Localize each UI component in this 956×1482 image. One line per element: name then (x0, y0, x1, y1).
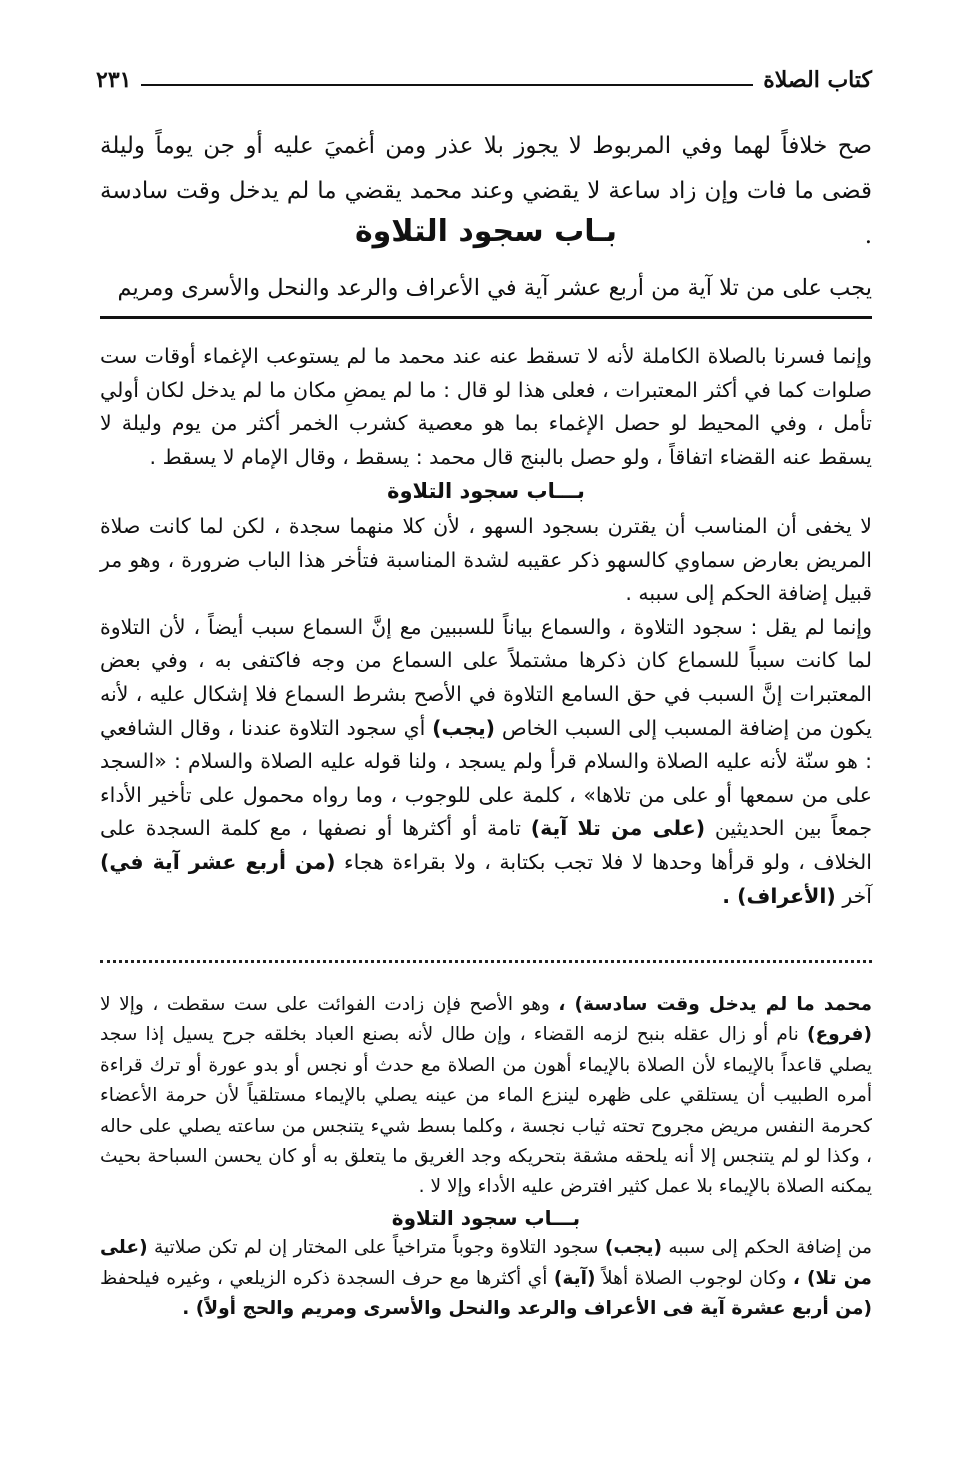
matn-quote: محمد ما لم يدخل وقت سادسة) ، (558, 994, 872, 1015)
sharh-chapter-heading: بـــاب سجود التلاوة (387, 479, 585, 504)
matn-quote: (من أربع عشرة آية فى الأعراف والرعد والنحل والأسرى ومريم والحج أولاً) . (182, 1298, 872, 1320)
hashiya-text: من إضافة الحكم إلى سببه (668, 1237, 872, 1259)
matn-quote: (فروع) (806, 1024, 872, 1046)
matn-quote: (يجب) (432, 715, 496, 740)
header-rule (141, 84, 753, 86)
matn-quote: (على من تلا) ، (100, 1237, 872, 1289)
matn-quote: (على من تلا آية) (530, 816, 706, 841)
sharh-paragraph-3 (100, 611, 872, 913)
sharh-text: وإنما لم يقل : سجود التلاوة ، والسماع بياناً للسببين مع إنَّ السماع سبب أيضاً ، لأن التلاوة لما كانت سبباً للسماع كان ذكرها مشتملاً على السماع من وجه فاكتفى به ، وفي بعض المعتبرات إنَّ السبب في حق السامع التلاوة في الأصح بشرط السماع فلا إشكال عليه ، لأنه يكون من إضافة المسبب إلى السبب الخاص (100, 614, 872, 740)
page-number: ٢٣١ (96, 67, 132, 93)
sharh-text: تامة أو أكثرها أو نصفها ، مع كلمة السجدة على الخلاف ، ولو قرأها وحدها لا فلا تجب بكتابة ، ولا بقراءة هجاء (100, 816, 872, 874)
matn-quote: (يجب) (604, 1237, 662, 1259)
hashiya-chapter-heading: بـــاب سجود التلاوة (391, 1205, 581, 1230)
hashiya-paragraph-2 (100, 1233, 872, 1324)
hashiya-text: سجود التلاوة وجوباً متراخياً على المختار إن لم تكن صلاتية (154, 1237, 599, 1259)
chapter-title: بـاب سجود التلاوة (354, 214, 618, 249)
sharh-commentary (100, 340, 872, 913)
hashiya-footnotes (100, 990, 872, 1324)
dotted-separator (100, 960, 872, 977)
hashiya-text: وكان لوجوب الصلاة أهلاً (602, 1267, 787, 1289)
hashiya-text: وهو الأصح فإن زادت الفوائت على ست سقطت ، وإلا لا (100, 994, 550, 1015)
page-header (96, 62, 872, 98)
sharh-text: آخر (842, 883, 872, 908)
sharh-paragraph-2: لا يخفى أن المناسب أن يقترن بسجود السهو ، لأن كلا منهما سجدة ، لكن لما كانت صلاة المريض بعارض سماوي كالسهو ذكر عقيبه لشدة المناسبة فتأخر هذا الباب ضرورة ، وهو مر قبيل إضافة الحكم إلى سببه . (100, 513, 872, 606)
hashiya-text: أي أكثرها مع حرف السجدة ذكره الزيلعي ، وغيره فيلحفظ (100, 1267, 548, 1289)
matn-quote: (الأعراف) . (722, 883, 836, 908)
section-divider (100, 316, 872, 319)
hashiya-paragraph-1 (100, 990, 872, 1203)
matn-quote: (آية) (553, 1267, 596, 1289)
matn-paragraph: صح خلافاً لهما وفي المربوط لا يجوز بلا عذر ومن أغميَ عليه أو جن يوماً وليلة قضى ما فات وإن زاد ساعة لا يقضي وعند محمد يقضي ما لم يدخل وقت سادسة . (100, 133, 872, 249)
matn-quote: (من أربع عشر آية في) (100, 849, 336, 874)
running-title: كتاب الصلاة (763, 67, 872, 93)
sharh-paragraph-1: وإنما فسرنا بالصلاة الكاملة لأنه لا تسقط عنه عند محمد ما لم يستوعب الإغماء أوقات ست صلوات كما في أكثر المعتبرات ، فعلى هذا لو قال : ما لم يمضِ مكان ما لم يدخل لكان أولي تأمل ، وفي المحيط لو حصل الإغماء بما هو معصية كشرب الخمر أكثر من يوم وليلة لا يسقط عنه القضاء اتفاقاً ، ولو حصل بالبنج قال محمد : يسقط ، وقال الإمام لا يسقط . (100, 344, 872, 469)
sharh-text: أي سجود التلاوة عندنا ، وقال الشافعي : هو سنّة لأنه عليه الصلاة والسلام قرأ ولم يسجد ، ولنا قوله عليه الصلاة والسلام : «السجد على من سمعها أو على من تلاها» ، كلمة على للوجوب ، وما رواه محمول على تأخير الأداء جمعاً بين الحديثين (100, 715, 872, 841)
matn-continuation (100, 268, 872, 308)
hashiya-text: نام أو زال عقله بنبح لزمه القضاء ، وإن طال لأنه بصنع العباد بخلقه جرح يسيل إذا سجد يصلي قاعداً بالإيماء لأن الصلاة بالإيماء أهون من الصلاة مع حدث أو نجس أو بدو عورة أو ترك قراءة أمره الطبيب أن يستلقي على ظهره لينزع الماء من عينه يصلي بالإيماء مستلقياً لأن حرمة الأعضاء كحرمة النفس مريض مجروح تحته ثياب نجسة ، وكلما بسط شيء يتنجس من ساعته يصلي على حاله ، وكذا لو لم يتنجس إلا أنه يلحقه مشقة بتحريكه وجد الغريق ما يتعلق به أو كان يحسن السباحة بحيث يمكنه الصلاة بالإيماء بلا عمل كثير افترض عليه الأداء وإلا لا . (100, 1024, 872, 1198)
matn-line: يجب على من تلا آية من أربع عشر آية في الأعراف والرعد والنحل والأسرى ومريم (117, 275, 872, 301)
